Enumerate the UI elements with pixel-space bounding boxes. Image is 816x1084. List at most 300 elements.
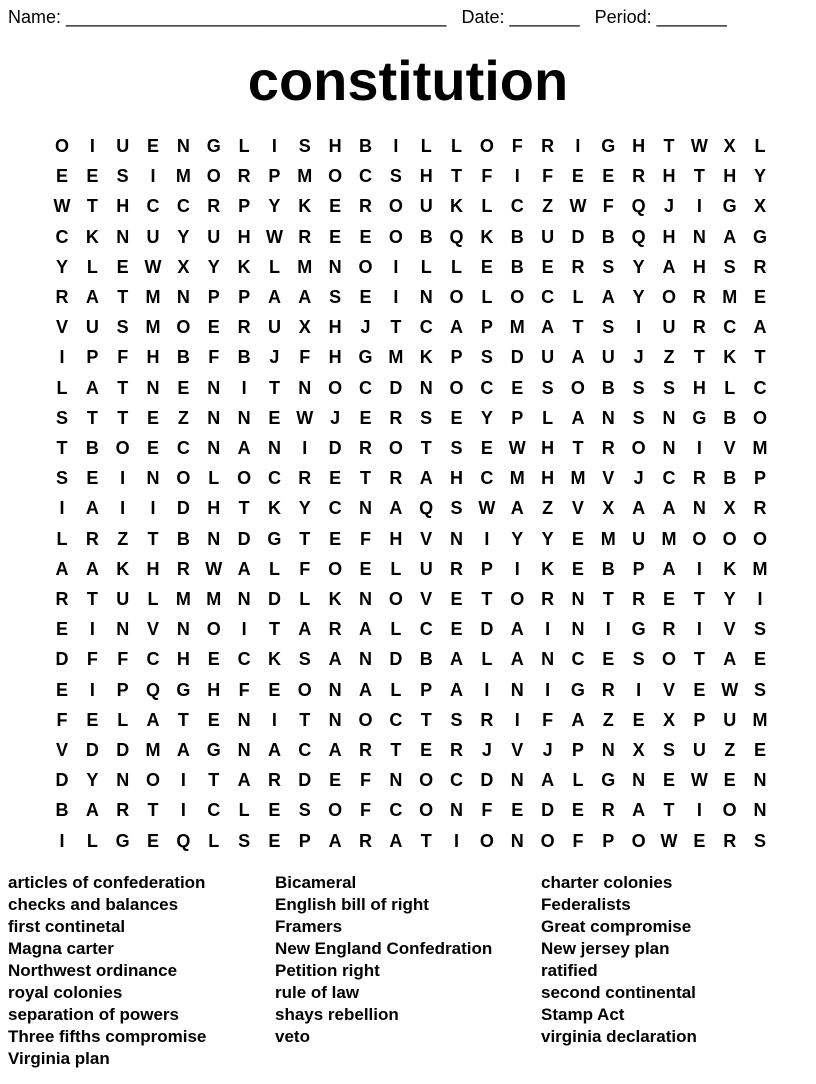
grid-letter: N (267, 438, 281, 458)
grid-letter: A (328, 830, 342, 851)
grid-letter: H (541, 468, 555, 489)
grid-letter: E (571, 800, 584, 821)
grid-letter: O (510, 589, 525, 609)
grid-letter: E (450, 589, 463, 609)
grid-letter: H (662, 166, 676, 187)
grid-letter: N (146, 468, 160, 489)
word-list-item: Bicameral (275, 873, 357, 892)
grid-letter: T (390, 317, 402, 338)
grid-letter: F (360, 800, 371, 821)
grid-letter: B (510, 226, 524, 247)
grid-letter: I (454, 830, 460, 851)
grid-letter: A (237, 558, 251, 579)
grid-letter: T (177, 709, 189, 730)
grid-letter: P (480, 317, 493, 338)
grid-letter: O (358, 256, 373, 277)
grid-letter: A (328, 740, 342, 760)
grid-letter: E (268, 800, 281, 821)
grid-letter: L (451, 136, 463, 156)
grid-letter: E (359, 407, 372, 428)
grid-letter: G (206, 136, 221, 156)
grid-letter: W (478, 498, 496, 519)
grid-letter: O (661, 287, 676, 307)
grid-letter: T (663, 800, 675, 821)
grid-letter: O (753, 528, 768, 549)
grid-letter: M (570, 468, 586, 489)
grid-letter: E (571, 528, 584, 549)
grid-letter: I (393, 136, 399, 156)
grid-letter: U (632, 528, 646, 549)
grid-letter: Z (602, 709, 614, 730)
grid-letter: H (692, 256, 706, 277)
word-list-item: royal colonies (8, 983, 123, 1002)
grid-letter: I (393, 256, 399, 277)
grid-letter: C (176, 196, 190, 217)
grid-letter: P (632, 558, 645, 579)
grid-letter: R (692, 468, 706, 489)
grid-letter: A (328, 649, 342, 670)
grid-letter: K (723, 558, 737, 579)
grid-letter: C (55, 226, 69, 247)
grid-letter: T (390, 740, 402, 760)
grid-letter: A (510, 498, 524, 519)
grid-letter: M (297, 166, 313, 187)
grid-letter: N (176, 287, 190, 307)
grid-letter: H (662, 226, 676, 247)
grid-letter: S (480, 347, 493, 368)
grid-letter: C (753, 377, 767, 398)
grid-letter: C (541, 287, 555, 307)
grid-letter: T (693, 589, 705, 609)
grid-letter: E (55, 166, 68, 187)
grid-letter: D (571, 226, 585, 247)
grid-letter: P (602, 830, 615, 851)
word-list-item: Petition right (275, 961, 380, 980)
grid-letter: H (207, 498, 221, 519)
grid-letter: E (693, 830, 706, 851)
grid-letter: P (86, 347, 99, 368)
grid-letter: X (602, 498, 615, 519)
word-list-item: ratified (541, 961, 598, 980)
grid-letter: T (238, 498, 250, 519)
grid-letter: R (55, 287, 69, 307)
grid-letter: K (85, 226, 99, 247)
grid-letter: P (754, 468, 767, 489)
grid-letter: W (205, 558, 223, 579)
grid-letter: U (116, 589, 130, 609)
grid-letter: W (569, 196, 587, 217)
grid-letter: N (237, 407, 251, 428)
grid-letter: N (146, 377, 160, 398)
grid-letter: T (86, 407, 98, 428)
grid-letter: F (481, 166, 493, 187)
grid-letter: I (636, 679, 642, 700)
grid-letter: T (693, 347, 705, 368)
grid-letter: A (662, 558, 676, 579)
grid-letter: M (722, 287, 738, 307)
grid-letter: B (176, 347, 190, 368)
grid-letter: H (207, 679, 221, 700)
grid-letter: K (480, 226, 494, 247)
grid-letter: P (571, 740, 584, 760)
grid-letter: O (722, 528, 737, 549)
grid-letter: C (237, 649, 251, 670)
grid-letter: F (117, 649, 129, 670)
grid-letter: L (481, 287, 493, 307)
grid-letter: L (420, 136, 432, 156)
grid-letter: F (208, 347, 220, 368)
grid-letter: E (116, 256, 129, 277)
grid-letter: E (86, 468, 99, 489)
grid-letter: Q (419, 498, 434, 519)
grid-letter: S (389, 166, 402, 187)
grid-letter: S (754, 619, 767, 640)
grid-letter: H (116, 196, 130, 217)
grid-letter: U (723, 709, 737, 730)
grid-letter: I (757, 589, 763, 609)
grid-letter: O (54, 136, 69, 156)
grid-letter: K (419, 347, 433, 368)
grid-letter: W (144, 256, 162, 277)
grid-letter: E (662, 770, 675, 791)
grid-letter: L (390, 679, 402, 700)
grid-letter: F (511, 136, 523, 156)
grid-letter: F (360, 528, 371, 549)
grid-letter: N (571, 619, 585, 640)
grid-letter: B (359, 136, 372, 156)
grid-letter: C (359, 166, 372, 187)
grid-letter: R (85, 528, 99, 549)
grid-letter: N (571, 589, 585, 609)
grid-letter: I (180, 770, 186, 791)
grid-letter: L (724, 377, 736, 398)
grid-letter: U (692, 740, 706, 760)
grid-letter: P (450, 347, 463, 368)
grid-letter: N (419, 377, 433, 398)
grid-letter: N (207, 438, 221, 458)
grid-letter: Q (146, 679, 161, 700)
grid-letter: M (206, 589, 222, 609)
grid-letter: N (692, 226, 706, 247)
grid-letter: I (302, 438, 308, 458)
grid-letter: I (59, 830, 65, 851)
grid-letter: R (237, 166, 251, 187)
grid-letter: R (237, 317, 251, 338)
grid-letter: R (601, 438, 615, 458)
grid-letter: I (241, 377, 247, 398)
grid-letter: T (86, 589, 98, 609)
grid-letter: L (754, 136, 766, 156)
grid-letter: E (420, 740, 433, 760)
grid-letter: S (450, 438, 463, 458)
grid-letter: K (267, 498, 281, 519)
grid-letter: N (176, 619, 190, 640)
grid-letter: R (541, 136, 555, 156)
grid-letter: R (753, 256, 767, 277)
grid-letter: L (268, 256, 280, 277)
grid-letter: R (359, 196, 372, 217)
grid-letter: N (753, 770, 767, 791)
grid-letter: E (359, 558, 372, 579)
grid-letter: U (267, 317, 281, 338)
grid-letter: O (449, 377, 464, 398)
grid-letter: S (632, 377, 645, 398)
grid-letter: V (723, 438, 736, 458)
grid-letter: Z (663, 347, 675, 368)
grid-letter: S (238, 830, 251, 851)
grid-letter: L (56, 528, 68, 549)
grid-letter: A (359, 619, 372, 640)
grid-letter: D (237, 528, 251, 549)
name-label: Name: (8, 7, 62, 27)
grid-letter: J (269, 347, 280, 368)
grid-letter: I (696, 438, 702, 458)
grid-letter: E (480, 256, 493, 277)
grid-letter: M (752, 709, 768, 730)
grid-letter: E (723, 770, 736, 791)
grid-letter: N (359, 498, 372, 519)
grid-letter: N (207, 528, 221, 549)
grid-letter: R (389, 407, 403, 428)
grid-letter: T (420, 830, 432, 851)
grid-letter: L (268, 558, 280, 579)
grid-letter: O (479, 830, 494, 851)
grid-letter: N (419, 287, 433, 307)
grid-letter: R (692, 287, 706, 307)
grid-letter: F (542, 166, 554, 187)
grid-letter: B (723, 407, 737, 428)
grid-letter: H (328, 347, 342, 368)
grid-letter: T (572, 317, 584, 338)
grid-letter: A (632, 498, 646, 519)
grid-letter: X (723, 136, 736, 156)
grid-letter: D (389, 649, 403, 670)
grid-letter: A (55, 558, 69, 579)
grid-letter: N (601, 407, 615, 428)
grid-letter: L (390, 619, 402, 640)
word-list-item: Virginia plan (8, 1049, 110, 1068)
grid-letter: C (359, 377, 372, 398)
grid-letter: H (389, 528, 403, 549)
grid-letter: Q (631, 226, 646, 247)
grid-letter: T (754, 347, 766, 368)
grid-letter: T (663, 136, 675, 156)
grid-letter: A (662, 498, 676, 519)
grid-letter: X (177, 256, 190, 277)
grid-letter: J (663, 196, 674, 217)
grid-letter: T (147, 528, 159, 549)
grid-letter: W (721, 679, 739, 700)
grid-letter: O (328, 558, 343, 579)
grid-letter: X (632, 740, 645, 760)
grid-letter: A (632, 800, 646, 821)
grid-letter: A (267, 740, 281, 760)
date-blank: _______ (509, 7, 580, 27)
grid-letter: C (662, 468, 676, 489)
grid-letter: S (55, 468, 68, 489)
grid-letter: A (237, 438, 251, 458)
grid-letter: V (662, 679, 675, 700)
grid-letter: J (633, 347, 644, 368)
grid-letter: E (571, 166, 584, 187)
grid-letter: X (662, 709, 675, 730)
grid-letter: C (419, 619, 433, 640)
grid-letter: A (723, 649, 737, 670)
grid-letter: T (268, 377, 280, 398)
grid-letter: A (723, 226, 737, 247)
grid-letter: H (541, 438, 555, 458)
grid-letter: U (662, 317, 676, 338)
grid-letter: L (86, 830, 98, 851)
grid-letter: H (146, 347, 160, 368)
grid-letter: E (329, 468, 342, 489)
grid-letter: L (542, 407, 554, 428)
grid-letter: W (690, 136, 708, 156)
grid-letter: A (85, 558, 99, 579)
grid-letter: I (120, 498, 126, 519)
grid-letter: T (86, 196, 98, 217)
grid-letter: D (541, 800, 555, 821)
grid-letter: G (176, 679, 191, 700)
grid-letter: T (420, 709, 432, 730)
grid-letter: M (388, 347, 404, 368)
grid-letter: I (89, 679, 95, 700)
grid-letter: T (360, 468, 371, 489)
grid-letter: W (265, 226, 283, 247)
grid-letter: A (571, 709, 585, 730)
grid-letter: A (85, 287, 99, 307)
grid-letter: O (661, 649, 676, 670)
grid-letter: R (450, 558, 464, 579)
grid-letter: N (389, 770, 403, 791)
grid-letter: R (723, 830, 737, 851)
grid-letter: R (298, 468, 312, 489)
grid-letter: C (571, 649, 585, 670)
grid-letter: E (602, 166, 615, 187)
grid-letter: Y (298, 498, 311, 519)
grid-letter: J (542, 740, 553, 760)
grid-letter: I (484, 679, 490, 700)
grid-letter: E (359, 226, 372, 247)
grid-letter: O (570, 377, 585, 398)
grid-letter: O (328, 800, 343, 821)
grid-letter: L (481, 196, 493, 217)
grid-letter: U (85, 317, 99, 338)
grid-letter: S (298, 800, 311, 821)
grid-letter: I (241, 619, 247, 640)
grid-letter: I (636, 317, 642, 338)
grid-letter: I (696, 558, 702, 579)
grid-letter: L (451, 256, 463, 277)
grid-letter: R (632, 589, 646, 609)
grid-letter: A (601, 287, 615, 307)
grid-letter: R (359, 740, 372, 760)
date-label: Date: (461, 7, 505, 27)
grid-letter: S (602, 256, 615, 277)
grid-letter: I (484, 528, 490, 549)
grid-letter: H (328, 317, 342, 338)
grid-letter: O (206, 166, 221, 187)
grid-letter: M (175, 166, 191, 187)
grid-letter: O (631, 830, 646, 851)
grid-letter: T (602, 589, 614, 609)
grid-letter: X (723, 498, 736, 519)
grid-letter: K (298, 196, 312, 217)
grid-letter: O (176, 317, 191, 338)
grid-letter: Y (632, 256, 645, 277)
grid-letter: O (358, 709, 373, 730)
grid-letter: E (207, 649, 220, 670)
grid-letter: T (117, 407, 129, 428)
grid-letter: N (662, 438, 676, 458)
grid-letter: U (541, 226, 555, 247)
grid-letter: O (176, 468, 191, 489)
grid-letter: R (662, 619, 676, 640)
grid-letter: F (299, 347, 311, 368)
grid-letter: V (147, 619, 160, 640)
grid-letter: P (238, 287, 251, 307)
grid-letter: Y (480, 407, 493, 428)
grid-letter: F (602, 196, 614, 217)
grid-letter: F (117, 347, 129, 368)
grid-letter: E (147, 438, 160, 458)
word-list-column-2 (275, 872, 492, 1048)
grid-letter: S (420, 407, 433, 428)
grid-letter: T (693, 649, 705, 670)
grid-letter: X (298, 317, 311, 338)
grid-letter: G (692, 407, 707, 428)
grid-letter: R (55, 589, 69, 609)
grid-letter: A (662, 256, 676, 277)
grid-letter: V (420, 528, 433, 549)
grid-letter: O (206, 619, 221, 640)
grid-letter: N (510, 770, 524, 791)
grid-letter: L (147, 589, 159, 609)
grid-letter: H (450, 468, 464, 489)
grid-letter: I (605, 619, 611, 640)
grid-letter: E (329, 770, 342, 791)
grid-letter: M (509, 317, 525, 338)
grid-letter: B (85, 438, 99, 458)
grid-letter: I (271, 136, 277, 156)
grid-letter: K (328, 589, 342, 609)
grid-letter: I (150, 166, 156, 187)
grid-letter: L (299, 589, 311, 609)
grid-letter: E (268, 407, 281, 428)
grid-letter: C (176, 438, 190, 458)
grid-letter: E (541, 256, 554, 277)
grid-letter: O (419, 770, 434, 791)
word-list-item: Northwest ordinance (8, 961, 178, 980)
grid-letter: T (56, 438, 68, 458)
word-list-item: articles of confederation (8, 873, 206, 892)
grid-letter: W (660, 830, 678, 851)
grid-letter: R (389, 468, 403, 489)
grid-letter: O (419, 800, 434, 821)
grid-letter: R (753, 498, 767, 519)
grid-letter: S (602, 317, 615, 338)
grid-letter: A (267, 287, 281, 307)
word-list-item: second continental (541, 983, 696, 1002)
word-list-item: virginia declaration (541, 1027, 697, 1046)
period-label: Period: (594, 7, 652, 27)
grid-letter: R (571, 256, 585, 277)
name-blank: ______________________________________ (66, 7, 447, 27)
grid-letter: A (571, 347, 585, 368)
word-list-item: first continetal (8, 917, 126, 936)
grid-letter: I (545, 679, 551, 700)
grid-letter: I (514, 166, 520, 187)
